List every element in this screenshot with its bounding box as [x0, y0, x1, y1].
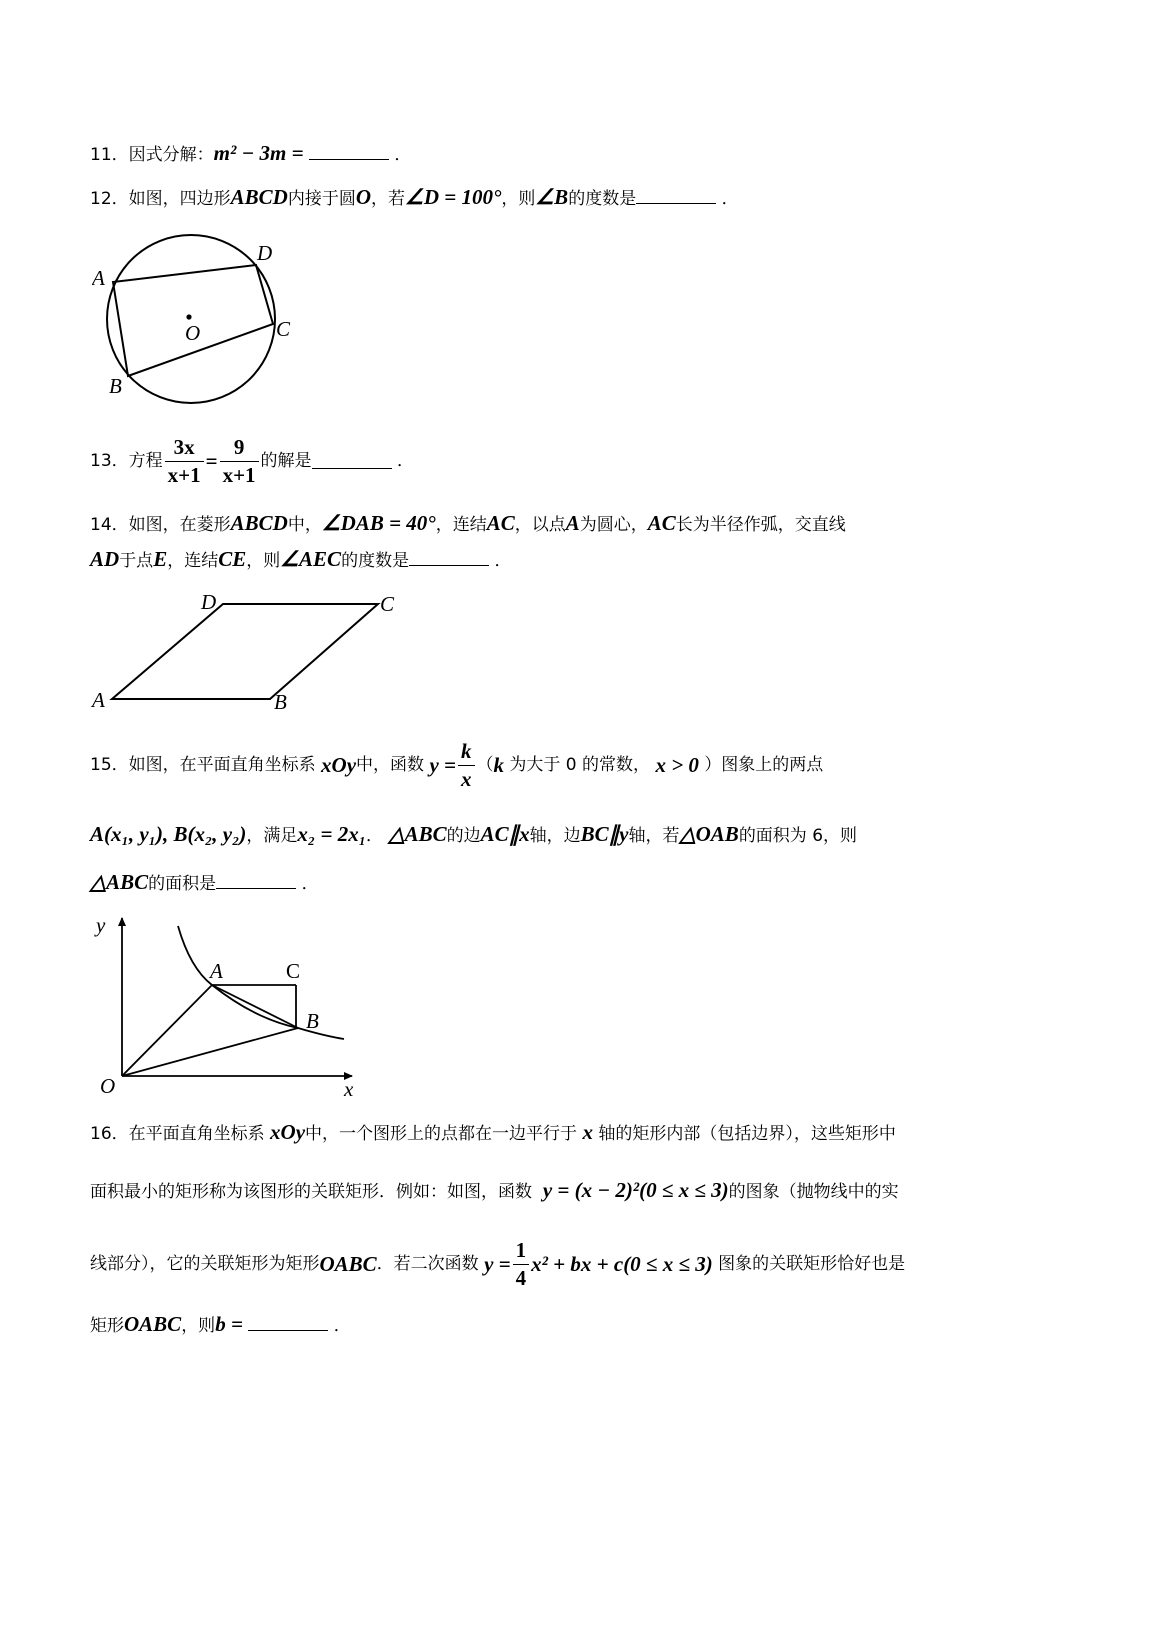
segment-oa	[122, 985, 212, 1076]
question-16-line2: 面积最小的矩形称为该图形的关联矩形．例如：如图，函数 y = (x − 2)²(0 ≤ x ≤ 3)的图象（抛物线中的实	[90, 1178, 899, 1202]
answer-blank[interactable]	[248, 1316, 328, 1331]
question-11: 11．因式分解：m² − 3m = ．	[90, 141, 412, 165]
answer-blank[interactable]	[636, 189, 716, 204]
question-13: 13． 方程 $\frac{3x}{x+1}$ = $\frac{9}{x+1}$ 的解是 ．	[90, 435, 414, 487]
label-b: B	[306, 1009, 319, 1033]
hyperbola-curve	[178, 926, 344, 1039]
answer-blank[interactable]	[309, 145, 389, 160]
center-dot	[186, 314, 191, 319]
label-x: x	[344, 1077, 354, 1101]
rhombus-abcd	[112, 604, 378, 699]
segment-ab	[212, 985, 298, 1028]
fraction-k-over-x: $\frac{k}{x}$	[458, 741, 475, 790]
figure-inscribed-quadrilateral	[92, 228, 312, 408]
figure-coordinate-hyperbola	[90, 908, 380, 1103]
question-14-line1: 14．如图，在菱形ABCD中，∠DAB = 40°，连结AC，以点A为圆心，AC长为半径作弧，交直线	[90, 511, 846, 535]
question-16-line3: 线部分），它的关联矩形为矩形 OABC ．若二次函数 y = $\frac{1}{4}$ x² + bx + c(0 ≤ x ≤ 3) 图象的关联矩形恰好也是	[90, 1238, 906, 1290]
question-16-line1: 16．在平面直角坐标系 xOy中，一个图形上的点都在一边平行于 x 轴的矩形内部（包括边界），这些矩形中	[90, 1120, 896, 1144]
label-c: C	[286, 959, 301, 983]
answer-blank[interactable]	[409, 551, 489, 566]
question-16-line4: 矩形OABC，则b = ．	[90, 1312, 351, 1336]
fraction-one-quarter: $\frac{1}{4}$	[513, 1240, 530, 1289]
question-15-line3: △ABC的面积是 ．	[90, 870, 319, 894]
circle-o	[107, 235, 275, 403]
answer-blank[interactable]	[312, 454, 392, 469]
question-number: 16．	[90, 1124, 129, 1144]
label-c: C	[276, 317, 291, 341]
label-a: A	[92, 688, 105, 712]
question-number: 15．	[90, 755, 129, 775]
label-d: D	[257, 241, 273, 265]
label-o: O	[185, 321, 201, 345]
question-number: 14．	[90, 515, 129, 535]
segment-ob	[122, 1028, 298, 1076]
question-15-line1: 15． 如图，在平面直角坐标系 xOy 中，函数 y = $\frac{k}{x}$ （ k 为大于 0 的常数， x > 0 ）图象上的两点	[90, 739, 824, 791]
answer-blank[interactable]	[216, 874, 296, 889]
label-a: A	[210, 959, 223, 983]
fraction-lhs: $\frac{3x}{x+1}$	[165, 437, 204, 486]
label-b: B	[109, 374, 122, 398]
label-c: C	[380, 592, 395, 616]
label-a: A	[92, 266, 105, 290]
math-expression: m² − 3m =	[213, 141, 304, 165]
label-y: y	[96, 913, 106, 937]
question-14-line2: AD于点E，连结CE，则∠AEC的度数是 ．	[90, 547, 512, 571]
question-15-line2: A(x₁, y₁), B(x₂, y₂)，满足x₂ = 2x₁． △ABC的边AC∥x轴，边BC∥y轴，若△OAB的面积为 6，则	[90, 822, 858, 846]
question-12: 12．如图，四边形ABCD内接于圆O，若∠D = 100°，则∠B的度数是 ．	[90, 185, 739, 209]
question-number: 11．	[90, 145, 129, 165]
figure-rhombus	[90, 590, 410, 720]
label-o: O	[100, 1074, 116, 1098]
label-d: D	[201, 590, 217, 614]
label-b: B	[274, 690, 287, 714]
fraction-rhs: $\frac{9}{x+1}$	[220, 437, 259, 486]
question-number: 13．	[90, 451, 129, 471]
question-number: 12．	[90, 189, 129, 209]
